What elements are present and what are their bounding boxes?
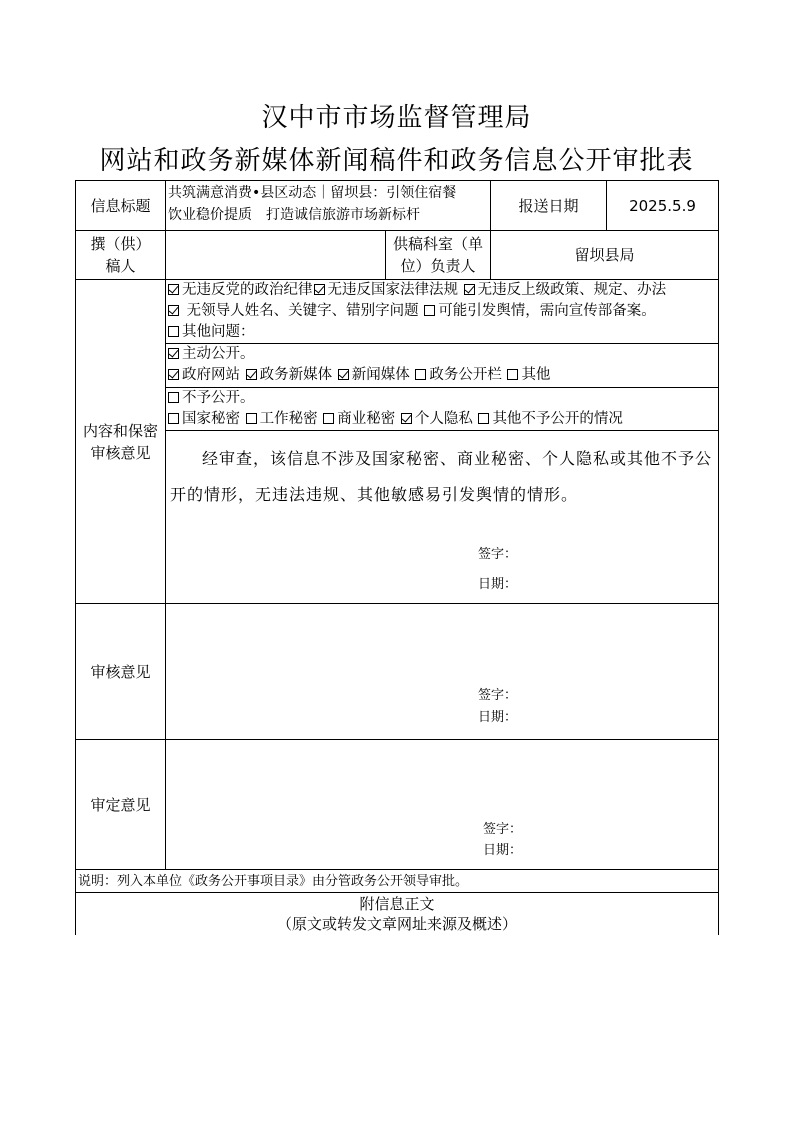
review-label: 内容和保密审核意见: [82, 421, 158, 462]
audit-opinion-label: 审核意见: [90, 662, 151, 681]
note-text: 说明：列入本单位《政务公开事项目录》由分管政务公开领导审批。: [78, 874, 469, 889]
checkbox-icon[interactable]: [424, 305, 435, 316]
review-opinion-text: 经审查，该信息不涉及国家秘密、商业秘密、个人隐私或其他不予公开的情形，无违法违规、其他敏感易引发舆情的情形。: [170, 449, 713, 504]
checkbox-icon[interactable]: [168, 392, 179, 403]
checkbox-icon[interactable]: [168, 326, 179, 337]
document-subtitle: 网站和政务新媒体新闻稿件和政务信息公开审批表: [99, 146, 694, 176]
review-date-label: 日期：: [478, 577, 518, 592]
not-public-reasons: 国家秘密 工作秘密 商业秘密 个人隐私 其他不予公开的情况: [167, 409, 623, 430]
review-sign-label: 签字：: [478, 547, 518, 562]
checkbox-icon[interactable]: [168, 413, 179, 424]
info-title-line1: 共筑满意消费•县区动态｜留坝县：引领住宿餐: [168, 185, 457, 201]
checkbox-icon[interactable]: [401, 413, 412, 424]
approval-sign-label: 签字：: [483, 822, 523, 837]
info-title-label: 信息标题: [90, 196, 151, 215]
approval-opinion-label: 审定意见: [90, 795, 151, 814]
checkbox-icon[interactable]: [415, 369, 426, 380]
publish-channels: 政府网站 政务新媒体 新闻媒体 政务公开栏 其他: [167, 365, 550, 386]
checkbox-icon[interactable]: [314, 284, 325, 295]
checkbox-icon[interactable]: [246, 369, 257, 380]
checkbox-icon[interactable]: [338, 369, 349, 380]
checkbox-icon[interactable]: [464, 284, 475, 295]
info-title-line2: 饮业稳价提质 打造诚信旅游市场新标杆: [168, 207, 420, 223]
checkbox-icon[interactable]: [323, 413, 334, 424]
author-label: 撰（供）稿人: [90, 235, 151, 275]
approval-date-label: 日期：: [483, 843, 523, 858]
checkbox-icon[interactable]: [478, 413, 489, 424]
public-option: 主动公开。: [167, 344, 255, 365]
department-value: 留坝县局: [574, 246, 635, 264]
audit-sign-label: 签字：: [478, 688, 518, 703]
document-title: 汉中市市场监督管理局: [261, 103, 532, 133]
department-label: 供稿科室（单位）负责人: [392, 235, 483, 275]
checkbox-icon[interactable]: [168, 369, 179, 380]
attachment-title: 附信息正文: [359, 895, 435, 913]
compliance-checks-row3: 其他问题：: [167, 322, 255, 343]
audit-date-label: 日期：: [478, 710, 518, 725]
submit-date-label: 报送日期: [518, 196, 579, 215]
not-public-option: 不予公开。: [167, 388, 255, 409]
compliance-checks-row2: 无领导人姓名、关键字、错别字问题 可能引发舆情，需向宣传部备案。: [167, 301, 656, 322]
checkbox-icon[interactable]: [168, 348, 179, 359]
checkbox-icon[interactable]: [507, 369, 518, 380]
checkbox-icon[interactable]: [168, 305, 179, 316]
compliance-checks-row1: 无违反党的政治纪律 无违反国家法律法规 无违反上级政策、规定、办法: [167, 280, 666, 301]
author-value: [166, 231, 385, 279]
checkbox-icon[interactable]: [168, 284, 179, 295]
attachment-subtitle: （原文或转发文章网址来源及概述）: [276, 915, 517, 933]
submit-date-value: 2025.5.9: [629, 196, 696, 215]
checkbox-icon[interactable]: [246, 413, 257, 424]
